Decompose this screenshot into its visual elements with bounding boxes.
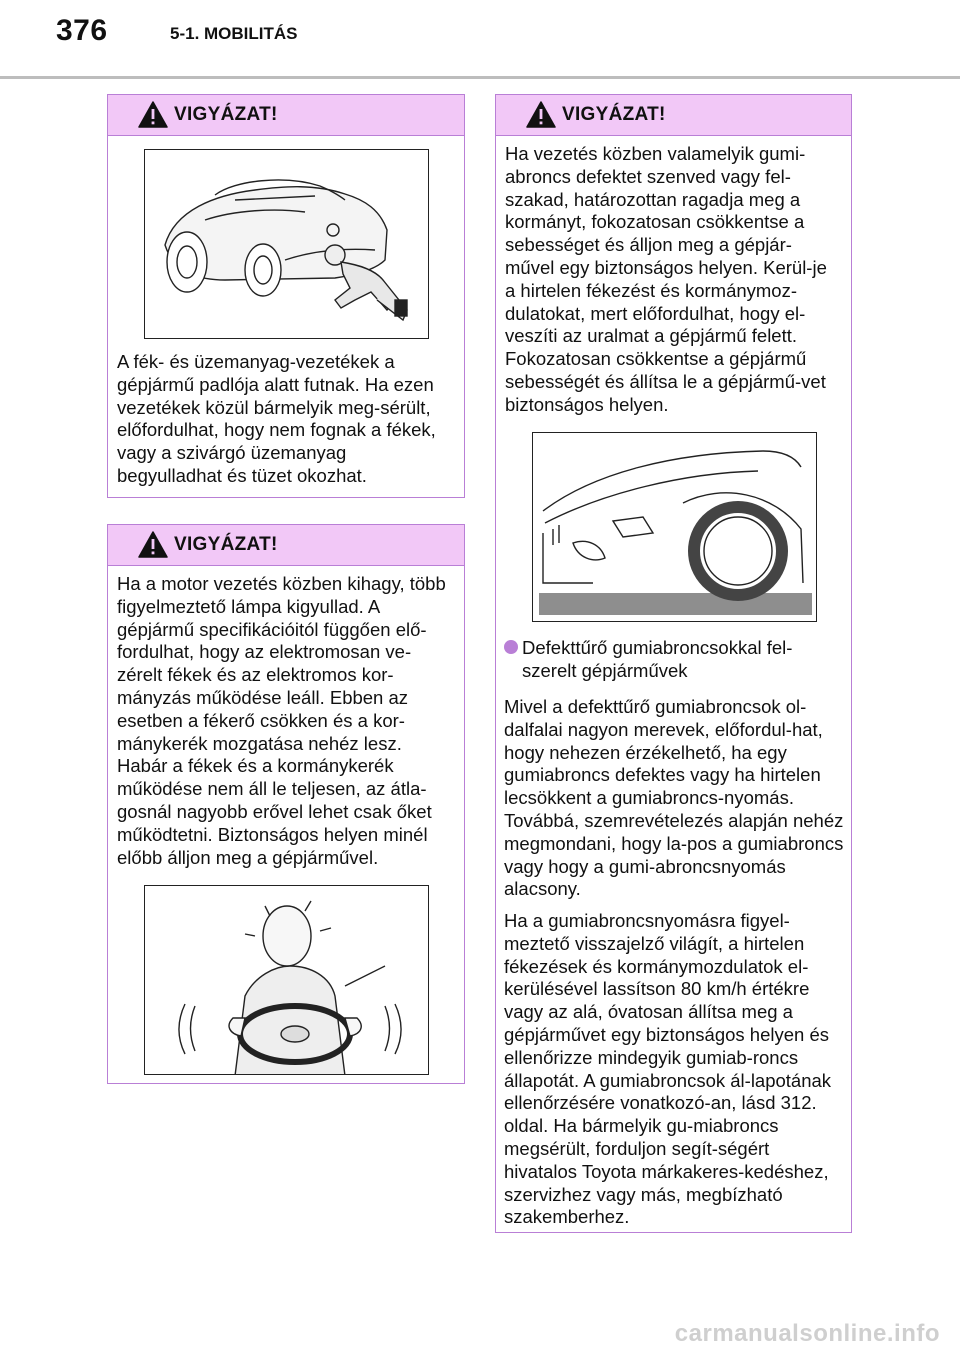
bullet-dot-icon <box>504 640 518 654</box>
page-number: 376 <box>56 14 108 47</box>
warning-triangle-icon <box>138 531 168 558</box>
page-header <box>0 0 960 80</box>
warning-text: Ha a motor vezetés közben kihagy, több figyelmeztető lámpa kigyullad. A gépjármű specifikációitól függően elő-fordulhat, hogy az elektromosan ve-zérelt fékek és az elektromos kor-mányzás működése leáll. Ebben az esetben a fékerő csökken és a kor-mánykerék mozgatása nehéz lesz. Habár a fékek és a kormánykerék működése nem áll le teljesen, az átla-gosnál nagyobb erővel lehet csak őket működtetni. Biztonságos helyen minél előbb álljon meg a gépjárművel. <box>117 573 446 868</box>
car-underbody-drawing <box>145 150 429 339</box>
warning-text: Ha vezetés közben valamelyik gumi-abroncs defektet szenved vagy fel-szakad, határozottan ragadja meg a kormányt, fokozatosan csökkentse a sebességet és álljon meg a gépjár-művel egy biztonságos helyen. Kerül-je a hirtelen fékezést és kormánymoz-dulatokat, mert előfordulhat, hogy el-veszíti az uralmat a gépjármű felett. Fokozatosan csökkentse a gépjármű sebességét és állítsa le a gépjármű-vet biztonságos helyen. <box>505 143 827 415</box>
paragraph-runflat-sidewalls: Mivel a defekttűrő gumiabroncsok ol-dalfalai nagyon merevek, előfordul-hat, hogy nehezen érzékelhető, ha egy gumiabroncs defektes vagy ha hirtelen lecsökkent a gumiabroncs-nyomás. Továbbá, szemrevételezés alapján nehéz megmondani, hogy la-pos a gumiabroncs vagy hogy a gumi-abroncsnyomás alacsony. <box>504 696 844 900</box>
warning-title: VIGYÁZAT! <box>562 104 666 125</box>
bullet-text: Defekttűrő gumiabroncsokkal fel-szerelt gépjárművek <box>522 637 793 681</box>
paragraph-tpms-warning: Ha a gumiabroncsnyomásra figyel-meztető visszajelző világít, a hirtelen fékezések és kormánymozdulatok el-kerülésével lassítson 80 km/h értékre vagy az alá, óvatosan állítsa meg a gépjárművet egy biztonságos helyen és ellenőrizze mindegyik gumiab-roncs állapotát. A gumiabroncsok ál-lapotának ellenőrzésére vonatkozó-an, lásd 312. oldal. Ha bármelyik gu-miabroncs megsérült, forduljon segít-ségért hivatalos Toyota márkakeres-kedéshez, szervizhez vagy más, megbízható szakemberhez. <box>504 910 832 1228</box>
driver-drawing <box>145 886 429 1075</box>
warning-header <box>108 525 464 566</box>
warning-triangle-icon <box>138 101 168 128</box>
header-divider <box>0 76 960 79</box>
underbody-inspection-illustration <box>144 149 429 339</box>
warning-box-fuel-lines <box>107 94 465 498</box>
warning-box-engine-stall <box>107 524 465 1084</box>
tire-drawing <box>533 433 817 622</box>
warning-title: VIGYÁZAT! <box>174 534 278 555</box>
warning-text: A fék- és üzemanyag-vezetékek a gépjármű padlója alatt futnak. Ha ezen vezetékek közül bármelyik meg-sérült, előfordulhat, hogy nem fognak a fékek, vagy a szivárgó üzemanyag begyulladhat és tüzet okozhat. <box>117 351 436 486</box>
section-title: 5-1. MOBILITÁS <box>170 24 298 43</box>
warning-triangle-icon <box>526 101 556 128</box>
warning-title: VIGYÁZAT! <box>174 104 278 125</box>
runflat-tire-illustration <box>532 432 817 622</box>
driver-steering-illustration <box>144 885 429 1075</box>
watermark: carmanualsonline.info <box>674 1320 940 1347</box>
warning-header <box>108 95 464 136</box>
bullet-item-runflat <box>504 637 844 683</box>
warning-header <box>496 95 851 136</box>
page-footer <box>0 1316 960 1352</box>
